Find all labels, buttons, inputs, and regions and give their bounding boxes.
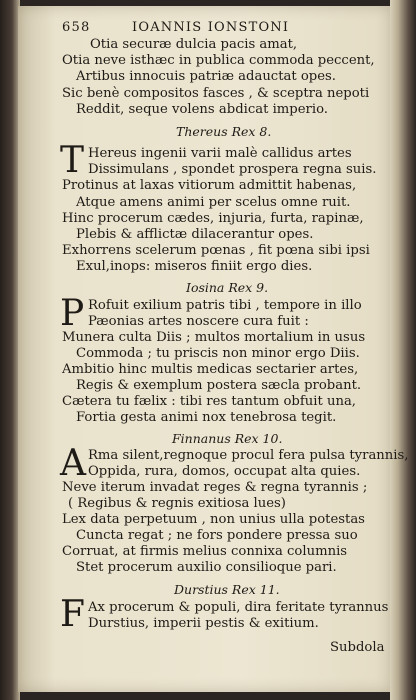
verse-line: Cuncta regat ; ne fors pondere pressa suo — [76, 528, 358, 543]
verse-line: Fortia gesta animi nox tenebrosa tegit. — [76, 410, 337, 425]
verse-line: Sic benè compositos fasces , & sceptra nepoti — [62, 86, 370, 101]
verse-line: Plebis & afflictæ dilacerantur opes. — [76, 227, 314, 242]
drop-cap: T — [60, 140, 85, 181]
page-text — [40, 0, 409, 700]
verse-line: Protinus at laxas vitiorum admittit habenas, — [62, 178, 357, 193]
verse-line: Exhorrens scelerum pœnas , fit pœna sibi ipsi — [62, 243, 370, 258]
catchword: Subdola — [330, 640, 385, 655]
verse-line: Stet procerum auxilio consilioque pari. — [76, 560, 337, 575]
verse-line: Commoda ; tu priscis non minor ergo Diis. — [76, 346, 360, 361]
verse-line: Neve iterum invadat reges & regna tyrannis ; — [62, 480, 368, 495]
page-edge — [390, 0, 416, 700]
page-number: 658 — [62, 20, 91, 35]
verse-line: Corruat, at firmis melius connixa columnis — [62, 544, 348, 559]
verse-line: Dissimulans , spondet prospera regna suis. — [88, 162, 377, 177]
verse-line: Rma silent,regnoque procul fera pulsa tyrannis, — [88, 448, 409, 463]
verse-line: Artibus innocuis patriæ adauctat opes. — [76, 69, 336, 84]
verse-line: Ax procerum & populi, dira feritate tyrannus — [88, 600, 389, 615]
section-title: Durstius Rex 11. — [174, 582, 280, 597]
verse-line: Rofuit exilium patris tibi , tempore in illo — [88, 298, 362, 313]
verse-line: Pæonias artes noscere cura fuit : — [88, 314, 309, 329]
book-gutter — [0, 0, 20, 700]
verse-line: Hinc procerum cædes, injuria, furta, rapinæ, — [62, 211, 364, 226]
verse-line: Exul,inops: miseros finiit ergo dies. — [76, 259, 313, 274]
verse-line: Lex data perpetuum , non unius ulla potestas — [62, 512, 365, 527]
drop-cap: P — [60, 293, 85, 334]
drop-cap: A — [60, 443, 86, 484]
verse-line: Ambitio hinc multis medicas sectarier artes, — [62, 362, 359, 377]
drop-cap: F — [60, 594, 85, 635]
verse-line: Otia securæ dulcia pacis amat, — [90, 37, 298, 52]
verse-line: Otia neve isthæc in publica commoda peccent, — [62, 53, 375, 68]
section-title: Iosina Rex 9. — [186, 280, 269, 295]
verse-line: Regis & exemplum postera sæcla probant. — [76, 378, 362, 393]
verse-line: Cætera tu fælix : tibi res tantum obfuit una, — [62, 394, 356, 409]
section-title: Finnanus Rex 10. — [172, 431, 283, 446]
verse-line: Durstius, imperii pestis & exitium. — [88, 616, 319, 631]
section-title: Thereus Rex 8. — [176, 124, 272, 139]
running-title: IOANNIS IONSTONI — [132, 20, 290, 35]
verse-line: Oppida, rura, domos, occupat alta quies. — [88, 464, 361, 479]
verse-line: Reddit, seque volens abdicat imperio. — [76, 102, 328, 117]
verse-line: ( Regibus & regnis exitiosa lues) — [68, 496, 286, 511]
verse-line: Atque amens animi per scelus omne ruit. — [76, 195, 351, 210]
verse-line: Hereus ingenii varii malè callidus artes — [88, 146, 352, 161]
verse-line: Munera culta Diis ; multos mortalium in usus — [62, 330, 366, 345]
